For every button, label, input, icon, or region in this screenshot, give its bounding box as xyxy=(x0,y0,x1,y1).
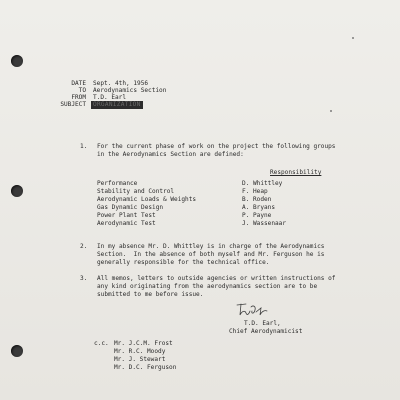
cc-recipient: Mr. J.C.M. Frost xyxy=(114,340,173,347)
signatory-name: T.D. Earl, xyxy=(244,320,281,327)
group-area: Aerodynamic Loads & Weights xyxy=(97,196,197,203)
date-value: Sept. 4th, 1956 xyxy=(93,80,149,87)
group-person: J. Wassenaar xyxy=(242,220,287,227)
item1-number: 1. xyxy=(80,143,88,150)
to-value: Aerodynamics Section xyxy=(93,87,167,94)
item3-text-line: All memos, letters to outside agencies or written instructions of xyxy=(97,275,336,282)
group-area: Power Plant Test xyxy=(97,212,156,219)
cc-label: c.c. xyxy=(94,340,109,347)
group-area: Aerodynamic Test xyxy=(97,220,156,227)
subject-label: SUBJECT xyxy=(60,101,86,108)
punch-hole xyxy=(11,55,23,67)
group-person: D. Whittley xyxy=(242,180,283,187)
signatory-title: Chief Aerodynamicist xyxy=(229,328,303,335)
paper-speck xyxy=(330,110,332,112)
group-person: A. Bryans xyxy=(242,204,276,211)
group-area: Performance xyxy=(97,180,138,187)
item2-text-line: generally responsible for the technical office. xyxy=(97,259,270,266)
item2-text-line: Section. In the absence of both myself and Mr. Ferguson he is xyxy=(97,251,325,258)
subject-value: ORGANIZATION xyxy=(93,101,141,108)
punch-hole xyxy=(11,185,23,197)
group-area: Gas Dynamic Design xyxy=(97,204,164,211)
group-person: P. Payne xyxy=(242,212,272,219)
item3-text-line: submitted to me before issue. xyxy=(97,291,204,298)
cc-recipient: Mr. R.C. Moody xyxy=(114,348,166,355)
handwritten-signature xyxy=(234,301,268,319)
cc-recipient: Mr. J. Stewart xyxy=(114,356,166,363)
item2-number: 2. xyxy=(80,243,88,250)
to-label: TO xyxy=(78,87,86,94)
punch-hole xyxy=(11,345,23,357)
group-area: Stability and Control xyxy=(97,188,175,195)
item1-text-line: in the Aerodynamics Section are defined: xyxy=(97,151,244,158)
item3-number: 3. xyxy=(80,275,88,282)
item1-text-line: For the current phase of work on the project the following groups xyxy=(97,143,336,150)
from-value: T.D. Earl xyxy=(93,94,127,101)
responsibility-header: Responsibility xyxy=(270,169,322,176)
from-label: FROM xyxy=(71,94,86,101)
item3-text-line: any kind originating from the aerodynamics section are to be xyxy=(97,283,318,290)
paper-speck xyxy=(352,37,354,39)
group-person: B. Roden xyxy=(242,196,272,203)
group-person: F. Heap xyxy=(242,188,268,195)
cc-recipient: Mr. D.C. Ferguson xyxy=(114,364,177,371)
item2-text-line: In my absence Mr. D. Whittley is in charge of the Aerodynamics xyxy=(97,243,325,250)
date-label: DATE xyxy=(71,80,86,87)
